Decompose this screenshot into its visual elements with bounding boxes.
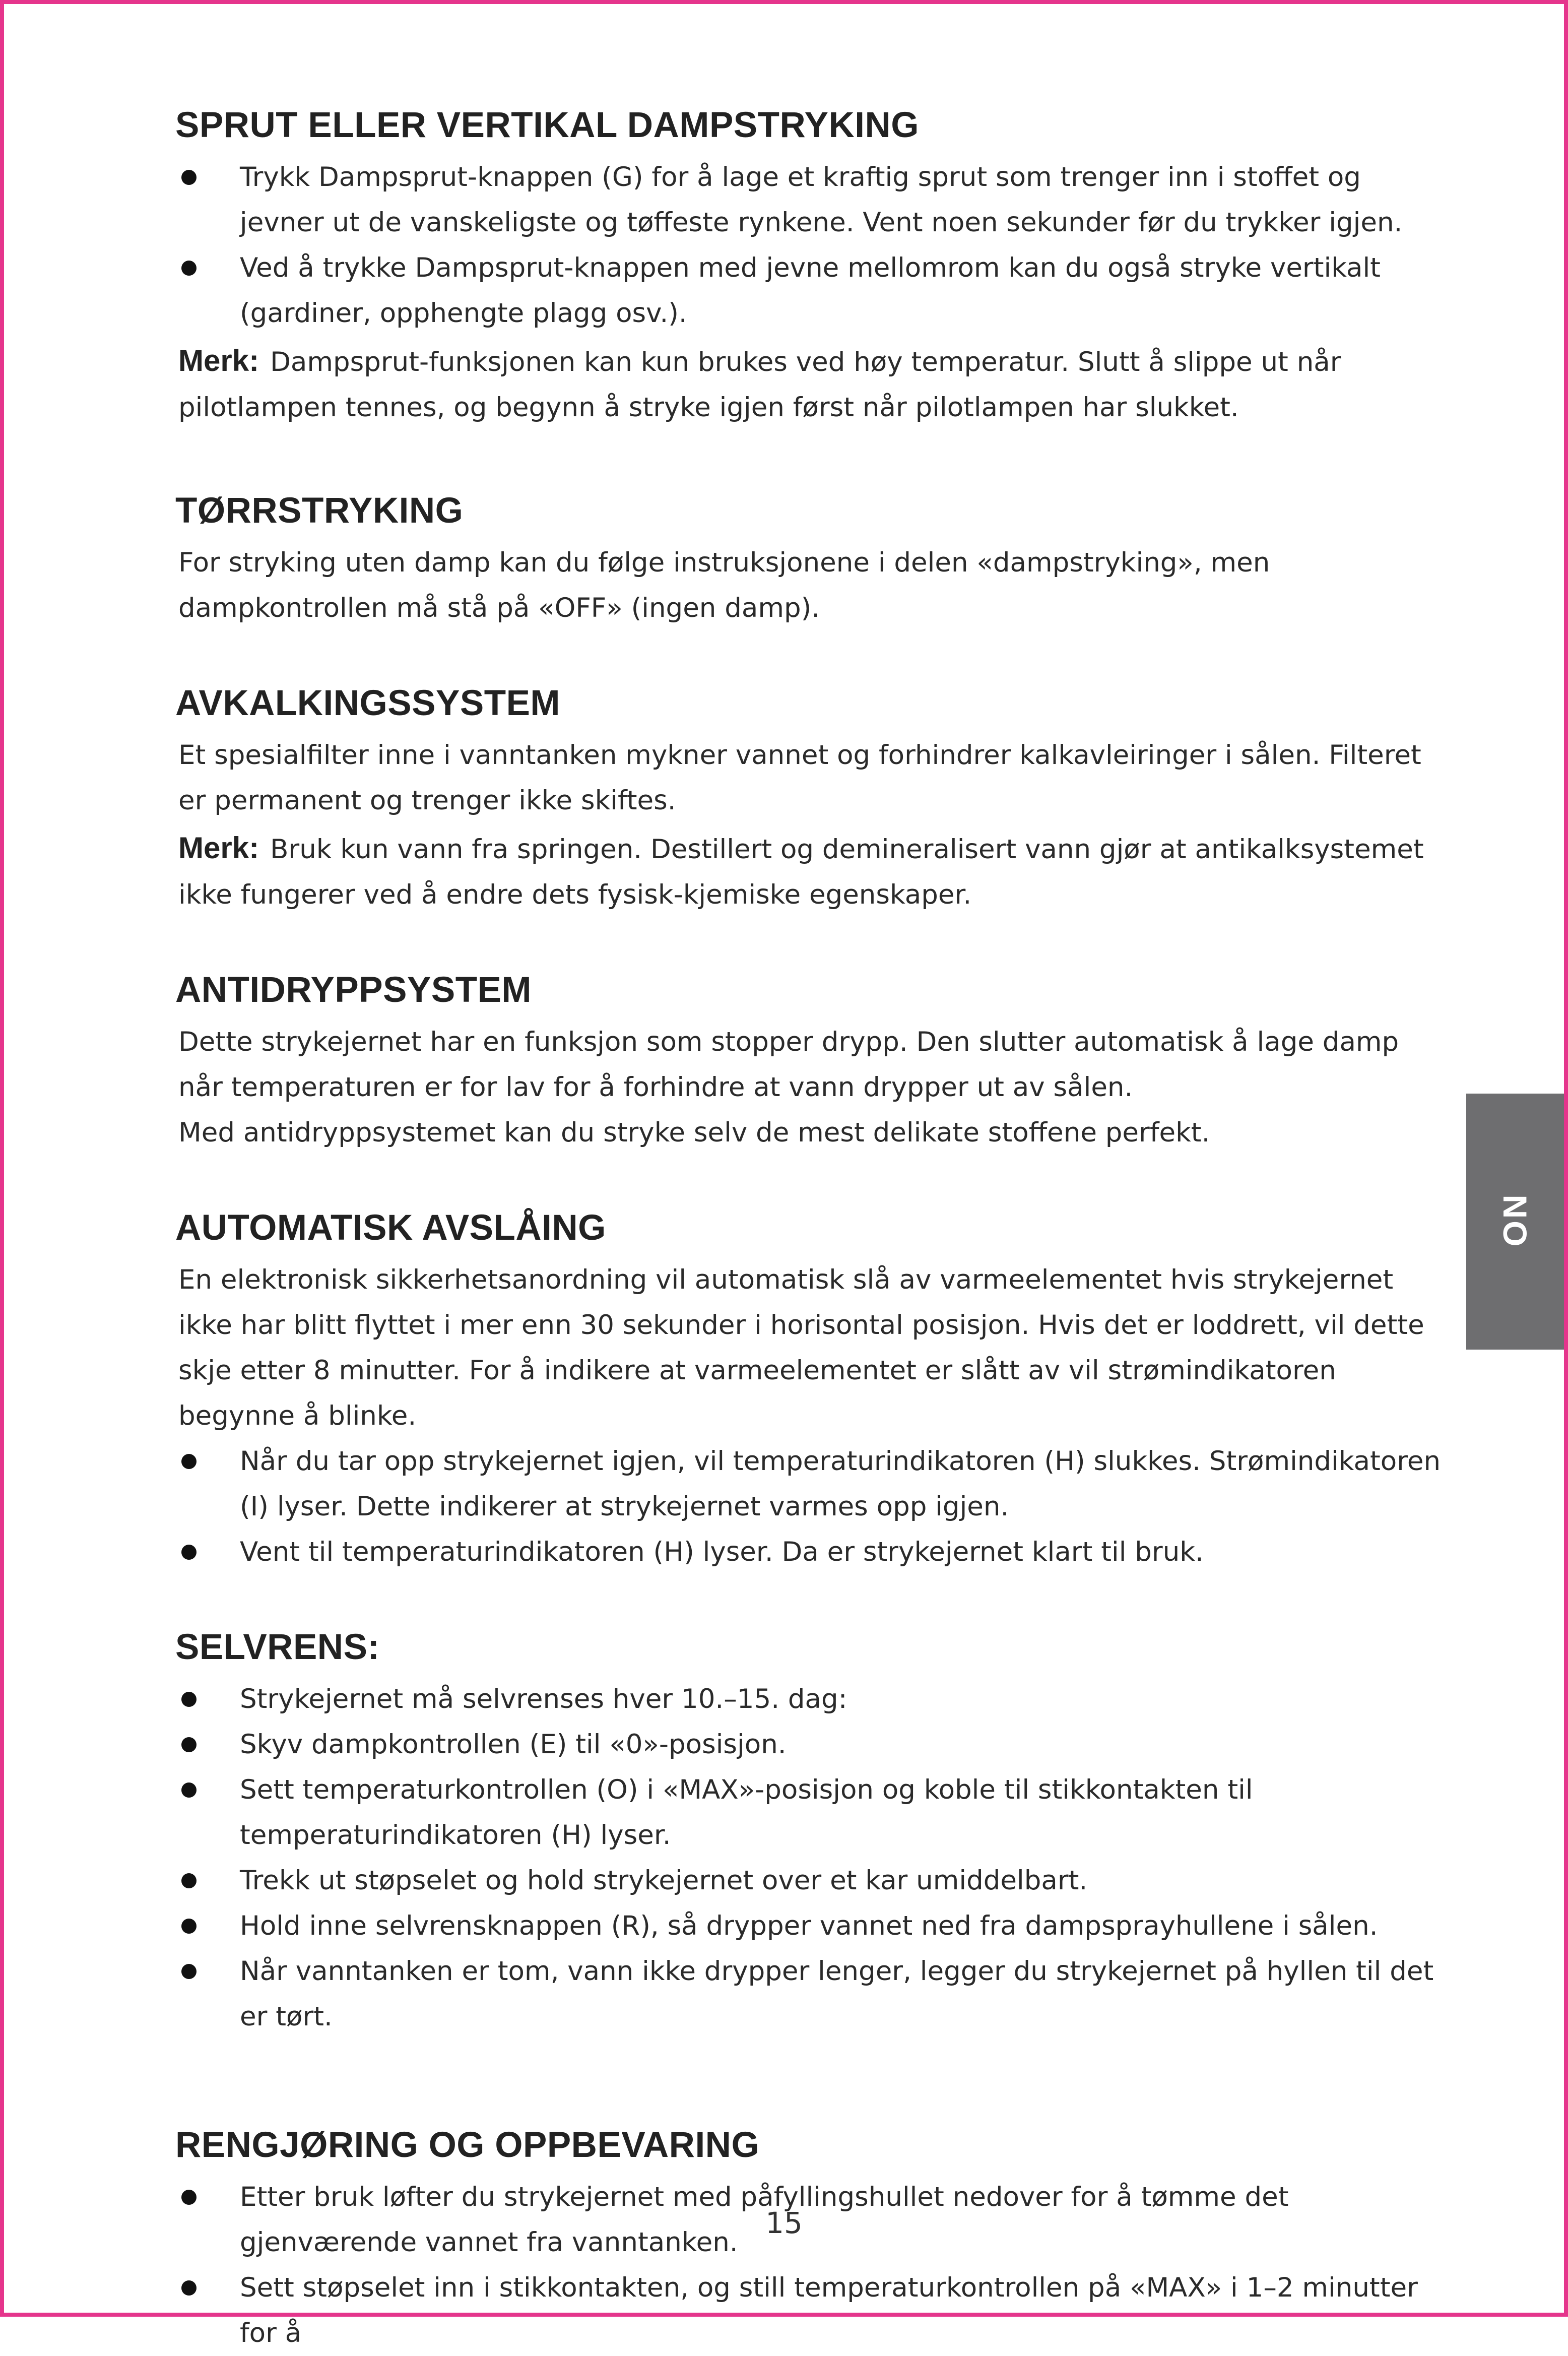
bullet-list [175, 1439, 1445, 1575]
section-torrstryking [175, 489, 1445, 631]
note-text: Bruk kun vann fra springen. Destillert og demineralisert vann gjør at antikalksystemet ikke fungerer ved å endre dets fysisk-kjemiske egenskaper. [178, 834, 1424, 910]
section-heading: AUTOMATISK AVSLÅING [175, 1208, 606, 1248]
section-heading: SELVRENS: [175, 1627, 380, 1667]
document-body [175, 103, 1445, 2356]
list-item [175, 1530, 1445, 1575]
section-heading: SPRUT ELLER VERTIKAL DAMPSTRYKING [175, 105, 920, 145]
bullet-icon [181, 1737, 197, 1752]
section-automatisk-avslaing [175, 1206, 1445, 1575]
list-item [175, 1439, 1445, 1530]
bullet-icon [181, 1692, 197, 1707]
list-item-text: Når vanntanken er tom, vann ikke drypper lenger, legger du strykejernet på hyllen til det er tørt. [240, 1956, 1434, 2032]
list-item-text: Skyv dampkontrollen (E) til «0»-posisjon. [240, 1729, 787, 1760]
bullet-icon [181, 2280, 197, 2296]
bullet-icon [181, 1964, 197, 1979]
bullet-icon [181, 1873, 197, 1888]
section-heading: RENGJØRING OG OPPBEVARING [175, 2125, 760, 2165]
bullet-icon [181, 2190, 197, 2205]
body-paragraph: Et spesialfilter inne i vanntanken mykner vannet og forhindrer kalkavleiringer i sålen. Filteret er permanent og trenger ikke skiftes. [178, 740, 1421, 816]
body-paragraph: Dette strykejernet har en funksjon som stopper drypp. Den slutter automatisk å lage damp når temperaturen er for lav for å forhindre at vann drypper ut av sålen. [178, 1027, 1399, 1103]
list-item [175, 1858, 1445, 1903]
bullet-list [175, 2175, 1445, 2356]
list-item-text: Trykk Dampsprut-knappen (G) for å lage et kraftig sprut som trenger inn i stoffet og jevner ut de vanskeligste og tøffeste rynkene. Vent noen sekunder før du trykker igjen. [240, 162, 1403, 238]
section-antidrypp [175, 968, 1445, 1156]
bullet-icon [181, 1782, 197, 1798]
list-item [175, 2265, 1445, 2356]
body-paragraph: En elektronisk sikkerhetsanordning vil automatisk slå av varmeelementet hvis strykejernet ikke har blitt flyttet i mer enn 30 sekunder i horisontal posisjon. Hvis det er loddrett, vil dette skje etter 8 minutter. For å indikere at varmeelementet er slått av vil strømindikatoren begynne å blinke. [178, 1264, 1424, 1431]
list-item [175, 1903, 1445, 1949]
section-avkalking [175, 681, 1445, 918]
section-heading: AVKALKINGSSYSTEM [175, 683, 561, 723]
bullet-list [175, 155, 1445, 336]
body-paragraph: Med antidryppsystemet kan du stryke selv de mest delikate stoffene perfekt. [178, 1117, 1210, 1148]
bullet-icon [181, 261, 197, 276]
list-item-text: Sett temperaturkontrollen (O) i «MAX»-posisjon og koble til stikkontakten til temperaturindikatoren (H) lyser. [240, 1774, 1253, 1851]
page-number: 15 [765, 2206, 803, 2240]
list-item [175, 1722, 1445, 1767]
bullet-list [175, 1677, 1445, 2040]
bullet-icon [181, 1919, 197, 1934]
list-item-text: Vent til temperaturindikatoren (H) lyser. Da er strykejernet klart til bruk. [240, 1537, 1204, 1567]
list-item-text: Trekk ut støpselet og hold strykejernet over et kar umiddelbart. [240, 1865, 1088, 1896]
list-item-text: Strykejernet må selvrenses hver 10.–15. dag: [240, 1684, 847, 1714]
list-item [175, 245, 1445, 336]
list-item [175, 1677, 1445, 1722]
section-heading: ANTIDRYPPSYSTEM [175, 970, 532, 1010]
section-sprut [175, 103, 1445, 430]
list-item-text: Når du tar opp strykejernet igjen, vil temperaturindikatoren (H) slukkes. Strømindikatoren (I) lyser. Dette indikerer at strykejernet varmes opp igjen. [240, 1446, 1441, 1522]
list-item [175, 1949, 1445, 2040]
language-tab [1466, 1094, 1564, 1350]
list-item [175, 155, 1445, 245]
list-item-text: Sett støpselet inn i stikkontakten, og still temperaturkontrollen på «MAX» i 1–2 minutter for å [240, 2272, 1418, 2348]
section-selvrens [175, 1625, 1445, 2040]
note-text: Dampsprut-funksjonen kan kun brukes ved høy temperatur. Slutt å slippe ut når pilotlampen tennes, og begynn å stryke igjen først når pilotlampen har slukket. [178, 347, 1341, 423]
list-item [175, 1767, 1445, 1858]
section-heading: TØRRSTRYKING [175, 491, 464, 531]
note-label: Merk: [178, 831, 259, 865]
note-paragraph [175, 338, 1445, 430]
list-item-text: Hold inne selvrensknappen (R), så drypper vannet ned fra dampsprayhullene i sålen. [240, 1911, 1378, 1941]
bullet-icon [181, 1454, 197, 1469]
list-item-text: Etter bruk løfter du strykejernet med påfyllingshullet nedover for å tømme det gjenværende vannet fra vanntanken. [240, 2182, 1289, 2258]
bullet-icon [181, 170, 197, 185]
note-label: Merk: [178, 344, 259, 377]
body-paragraph: For stryking uten damp kan du følge instruksjonene i delen «dampstryking», men dampkontrollen må stå på «OFF» (ingen damp). [178, 547, 1270, 623]
language-tab-label: NO [1496, 1194, 1534, 1249]
note-paragraph [175, 825, 1445, 918]
bullet-icon [181, 1545, 197, 1560]
list-item-text: Ved å trykke Dampsprut-knappen med jevne mellomrom kan du også stryke vertikalt (gardiner, opphengte plagg osv.). [240, 252, 1381, 329]
